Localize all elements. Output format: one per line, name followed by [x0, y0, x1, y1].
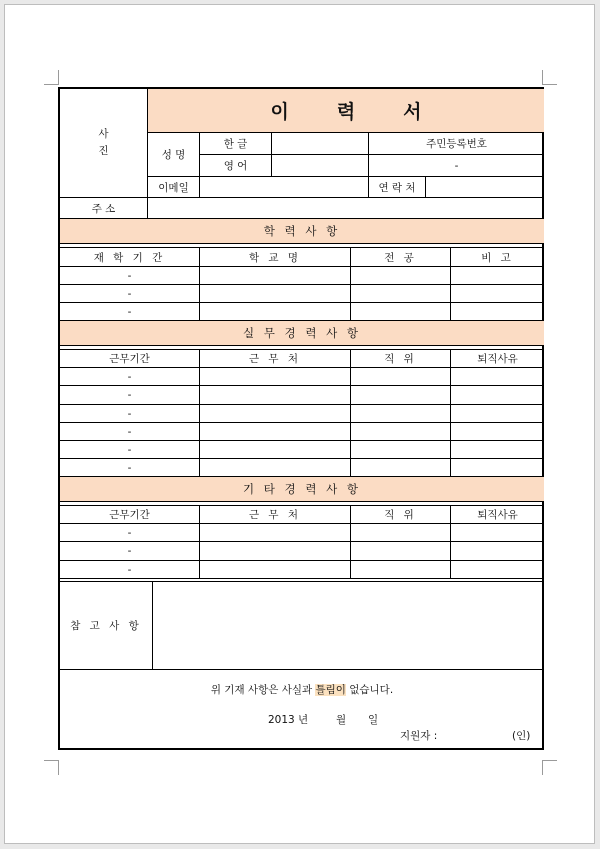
email-label: 이메일	[148, 177, 200, 198]
photo-box[interactable]	[60, 89, 148, 198]
other-row-company[interactable]	[200, 542, 351, 561]
highlighted-word: 틀림이	[315, 684, 346, 696]
other-row-company[interactable]	[200, 561, 351, 579]
english-name-field[interactable]	[272, 155, 369, 177]
other-row-reason[interactable]	[451, 561, 544, 579]
other-row-position[interactable]	[351, 542, 451, 561]
work-row-period[interactable]: -	[60, 405, 200, 423]
remarks-field[interactable]	[153, 582, 544, 670]
work-row-period[interactable]: -	[60, 423, 200, 441]
work-row-position[interactable]	[351, 405, 451, 423]
other-header-position: 직 위	[351, 506, 451, 524]
date-month: 월	[336, 714, 347, 726]
other-header-company: 근 무 처	[200, 506, 351, 524]
work-header-reason: 퇴직사유	[451, 350, 544, 368]
work-row-reason[interactable]	[451, 386, 544, 405]
seal-label: (인)	[512, 730, 531, 742]
work-row-period[interactable]: -	[60, 386, 200, 405]
work-row-period[interactable]: -	[60, 441, 200, 459]
work-row-company[interactable]	[200, 368, 351, 386]
work-row-position[interactable]	[351, 368, 451, 386]
work-row-company[interactable]	[200, 459, 351, 477]
crop-mark-bottom-left	[44, 760, 59, 775]
rrn-label: 주민등록번호	[369, 133, 544, 155]
work-row-position[interactable]	[351, 459, 451, 477]
photo-label-2: 진	[98, 145, 109, 157]
other-section-title: 기 타 경 력 사 항	[60, 477, 544, 502]
work-section-title: 실 무 경 력 사 항	[60, 321, 544, 346]
other-row-position[interactable]	[351, 561, 451, 579]
other-row-position[interactable]	[351, 524, 451, 542]
edu-row-period[interactable]: -	[60, 267, 200, 285]
remarks-label: 참 고 사 항	[60, 582, 153, 670]
edu-header-major: 전 공	[351, 248, 451, 267]
applicant-label: 지원자 :	[400, 730, 438, 742]
other-row-period[interactable]: -	[60, 542, 200, 561]
work-header-period: 근무기간	[60, 350, 200, 368]
work-row-reason[interactable]	[451, 459, 544, 477]
work-header-company: 근 무 처	[200, 350, 351, 368]
date-year: 2013 년	[268, 714, 309, 726]
work-row-company[interactable]	[200, 441, 351, 459]
name-label: 성 명	[148, 133, 200, 177]
edu-header-note: 비 고	[451, 248, 544, 267]
work-row-period[interactable]: -	[60, 459, 200, 477]
edu-header-school: 학 교 명	[200, 248, 351, 267]
crop-mark-top-right	[542, 70, 557, 85]
work-header-position: 직 위	[351, 350, 451, 368]
contact-field[interactable]	[426, 177, 544, 198]
contact-label: 연 락 처	[369, 177, 426, 198]
crop-mark-bottom-right	[542, 760, 557, 775]
work-row-position[interactable]	[351, 441, 451, 459]
edu-row-school[interactable]	[200, 267, 351, 285]
rrn-field[interactable]: -	[369, 155, 544, 177]
edu-row-school[interactable]	[200, 303, 351, 321]
edu-row-school[interactable]	[200, 285, 351, 303]
declaration-text: 위 기재 사항은 사실과 틀림이 없습니다.	[210, 684, 394, 696]
other-header-reason: 퇴직사유	[451, 506, 544, 524]
other-row-reason[interactable]	[451, 542, 544, 561]
work-row-company[interactable]	[200, 423, 351, 441]
crop-mark-top-left	[44, 70, 59, 85]
work-row-position[interactable]	[351, 386, 451, 405]
english-label: 영 어	[200, 155, 272, 177]
work-row-company[interactable]	[200, 386, 351, 405]
photo-label-1: 사	[98, 128, 109, 140]
edu-header-period: 재 학 기 간	[60, 248, 200, 267]
work-row-reason[interactable]	[451, 368, 544, 386]
work-row-position[interactable]	[351, 423, 451, 441]
work-row-reason[interactable]	[451, 405, 544, 423]
address-field[interactable]	[148, 198, 544, 219]
edu-row-note[interactable]	[451, 303, 544, 321]
work-row-reason[interactable]	[451, 423, 544, 441]
work-row-reason[interactable]	[451, 441, 544, 459]
edu-row-note[interactable]	[451, 267, 544, 285]
work-row-company[interactable]	[200, 405, 351, 423]
resume-form	[58, 87, 544, 750]
email-field[interactable]	[200, 177, 369, 198]
edu-row-note[interactable]	[451, 285, 544, 303]
edu-row-period[interactable]: -	[60, 285, 200, 303]
work-row-period[interactable]: -	[60, 368, 200, 386]
other-row-company[interactable]	[200, 524, 351, 542]
edu-row-major[interactable]	[351, 303, 451, 321]
hangul-label: 한 글	[200, 133, 272, 155]
edu-row-major[interactable]	[351, 285, 451, 303]
other-row-period[interactable]: -	[60, 561, 200, 579]
page-title: 이 력 서	[148, 89, 544, 133]
education-section-title: 학 력 사 항	[60, 219, 544, 244]
date-day: 일	[368, 714, 379, 726]
other-header-period: 근무기간	[60, 506, 200, 524]
other-row-period[interactable]: -	[60, 524, 200, 542]
other-row-reason[interactable]	[451, 524, 544, 542]
address-label: 주 소	[60, 198, 148, 219]
hangul-name-field[interactable]	[272, 133, 369, 155]
declaration-area	[60, 670, 544, 750]
edu-row-period[interactable]: -	[60, 303, 200, 321]
edu-row-major[interactable]	[351, 267, 451, 285]
